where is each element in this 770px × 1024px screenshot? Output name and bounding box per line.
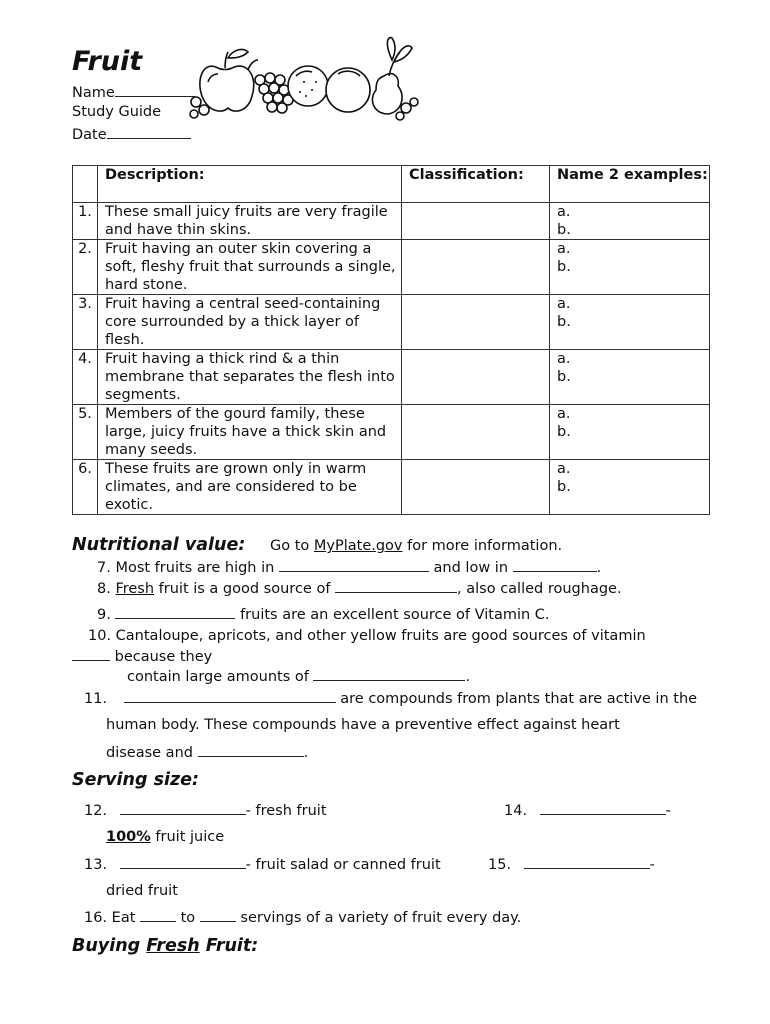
q10-num: 10.: [88, 628, 112, 644]
header-num-cell: [73, 166, 98, 203]
table-row: [73, 240, 710, 295]
q11-line3: disease and: [106, 745, 193, 761]
q10-line2: because they: [114, 649, 213, 665]
date-field[interactable]: [72, 126, 191, 143]
question-7: [97, 559, 601, 576]
q10-blank-1[interactable]: [72, 648, 110, 661]
q15-blank[interactable]: [524, 856, 650, 869]
example-a: a.: [557, 461, 571, 477]
q10-end: .: [465, 669, 471, 685]
q10-line3: contain large amounts of: [127, 669, 309, 685]
example-a: a.: [557, 204, 571, 220]
buying-fresh: Fresh: [146, 936, 200, 956]
nutrition-heading-line: [72, 535, 562, 555]
q11-end: .: [303, 745, 309, 761]
example-a: a.: [557, 296, 571, 312]
q11-line2: human body. These compounds have a preventive effect against heart: [106, 717, 620, 733]
question-10-line2: [72, 648, 212, 665]
q16-num: 16.: [84, 910, 108, 926]
examples-answer-cell[interactable]: [550, 460, 710, 515]
q8-fresh-word: Fresh: [115, 581, 155, 597]
q7-end: .: [596, 560, 602, 576]
q16-blank-1[interactable]: [140, 909, 176, 922]
question-12: [84, 802, 327, 819]
header-classification: Classification:: [402, 166, 550, 203]
q16-mid: to: [180, 910, 196, 926]
example-b: b.: [557, 369, 571, 385]
example-a: a.: [557, 406, 571, 422]
q16-blank-2[interactable]: [200, 909, 236, 922]
q8-post: , also called roughage.: [457, 581, 622, 597]
name-label: Name: [72, 85, 115, 101]
buying-post: Fruit:: [205, 936, 259, 956]
q15-num: 15.: [488, 857, 512, 873]
name-blank[interactable]: [115, 84, 195, 97]
buying-pre: Buying: [72, 936, 141, 956]
fruit-juice-line: [106, 829, 224, 845]
example-b: b.: [557, 479, 571, 495]
example-b: b.: [557, 314, 571, 330]
question-8: [97, 580, 622, 597]
table-row: [73, 460, 710, 515]
q12-text: - fresh fruit: [245, 803, 327, 819]
q12-num: 12.: [84, 803, 108, 819]
juice-percent: 100%: [106, 829, 151, 845]
row-description: Members of the gourd family, these large, juicy fruits have a thick skin and many seeds.: [98, 405, 402, 460]
classification-table: [72, 165, 710, 515]
q7-blank-1[interactable]: [279, 559, 429, 572]
page-title: Fruit: [72, 46, 143, 77]
date-label: Date: [72, 127, 107, 143]
q13-num: 13.: [84, 857, 108, 873]
q9-num: 9.: [97, 607, 111, 623]
question-14: [504, 802, 671, 819]
example-b: b.: [557, 424, 571, 440]
question-11-line1: [84, 690, 697, 707]
q16-text: Eat: [111, 910, 136, 926]
q11-num: 11.: [84, 691, 108, 707]
q10-blank-2[interactable]: [313, 668, 465, 681]
question-16: [84, 909, 521, 926]
row-description: These small juicy fruits are very fragile and have thin skins.: [98, 203, 402, 240]
row-number: 5.: [73, 405, 98, 460]
question-15: [488, 856, 655, 873]
question-10-line1: [88, 628, 646, 644]
goto-text: Go to: [270, 538, 310, 554]
dried-fruit-text: dried fruit: [106, 883, 178, 899]
question-9: [97, 606, 550, 623]
example-a: a.: [557, 241, 571, 257]
q14-num: 14.: [504, 803, 528, 819]
myplate-link[interactable]: MyPlate.gov: [313, 538, 403, 554]
q10-text: Cantaloupe, apricots, and other yellow fruits are good sources of vitamin: [115, 628, 646, 644]
row-description: Fruit having a central seed-containing core surrounded by a thick layer of flesh.: [98, 295, 402, 350]
buying-heading: [72, 936, 258, 956]
q7-mid-text: and low in: [433, 560, 509, 576]
name-field[interactable]: [72, 84, 195, 101]
q8-num: 8.: [97, 581, 111, 597]
juice-text: fruit juice: [155, 829, 225, 845]
q7-num: 7.: [97, 560, 111, 576]
goto-post-text: for more information.: [407, 538, 563, 554]
example-a: a.: [557, 351, 571, 367]
q11-blank-2[interactable]: [198, 744, 304, 757]
q9-text: fruits are an excellent source of Vitamin C.: [240, 607, 550, 623]
table-header-row: [73, 166, 710, 203]
classification-answer-cell[interactable]: [402, 240, 550, 295]
table-row: [73, 350, 710, 405]
q8-text: fruit is a good source of: [158, 581, 331, 597]
classification-answer-cell[interactable]: [402, 350, 550, 405]
header-examples: Name 2 examples:: [550, 166, 710, 203]
row-number: 2.: [73, 240, 98, 295]
q11-blank-1[interactable]: [124, 690, 336, 703]
table-row: [73, 405, 710, 460]
table-row: [73, 203, 710, 240]
row-description: Fruit having a thick rind & a thin membrane that separates the flesh into segments.: [98, 350, 402, 405]
q11-text: are compounds from plants that are active in the: [340, 691, 698, 707]
question-13: [84, 856, 441, 873]
q15-dash: -: [649, 857, 655, 873]
serving-heading: Serving size:: [72, 770, 200, 790]
examples-answer-cell[interactable]: [550, 350, 710, 405]
question-11-line3: [106, 744, 308, 761]
row-description: These fruits are grown only in warm climates, and are considered to be exotic.: [98, 460, 402, 515]
classification-answer-cell[interactable]: [402, 405, 550, 460]
q14-blank[interactable]: [540, 802, 666, 815]
row-description: Fruit having an outer skin covering a soft, fleshy fruit that surrounds a single, hard stone.: [98, 240, 402, 295]
examples-answer-cell[interactable]: [550, 240, 710, 295]
example-b: b.: [557, 259, 571, 275]
example-b: b.: [557, 222, 571, 238]
row-number: 6.: [73, 460, 98, 515]
q7-text: Most fruits are high in: [115, 560, 275, 576]
q14-dash: -: [665, 803, 671, 819]
row-number: 1.: [73, 203, 98, 240]
classification-answer-cell[interactable]: [402, 295, 550, 350]
row-number: 4.: [73, 350, 98, 405]
q8-blank[interactable]: [335, 580, 457, 593]
nutrition-heading: Nutritional value:: [72, 535, 246, 555]
question-10-line3: [127, 668, 470, 685]
q9-blank[interactable]: [115, 606, 235, 619]
classification-answer-cell[interactable]: [402, 460, 550, 515]
examples-answer-cell[interactable]: [550, 405, 710, 460]
row-number: 3.: [73, 295, 98, 350]
examples-answer-cell[interactable]: [550, 203, 710, 240]
study-guide-label: Study Guide: [72, 104, 162, 120]
table-row: [73, 295, 710, 350]
date-blank[interactable]: [107, 126, 191, 139]
q7-blank-2[interactable]: [513, 559, 597, 572]
header-description: Description:: [98, 166, 402, 203]
classification-answer-cell[interactable]: [402, 203, 550, 240]
fruit-illustration: [188, 30, 424, 122]
q16-post: servings of a variety of fruit every day.: [240, 910, 522, 926]
q13-blank[interactable]: [120, 856, 246, 869]
q12-blank[interactable]: [120, 802, 246, 815]
q13-text: - fruit salad or canned fruit: [245, 857, 441, 873]
examples-answer-cell[interactable]: [550, 295, 710, 350]
